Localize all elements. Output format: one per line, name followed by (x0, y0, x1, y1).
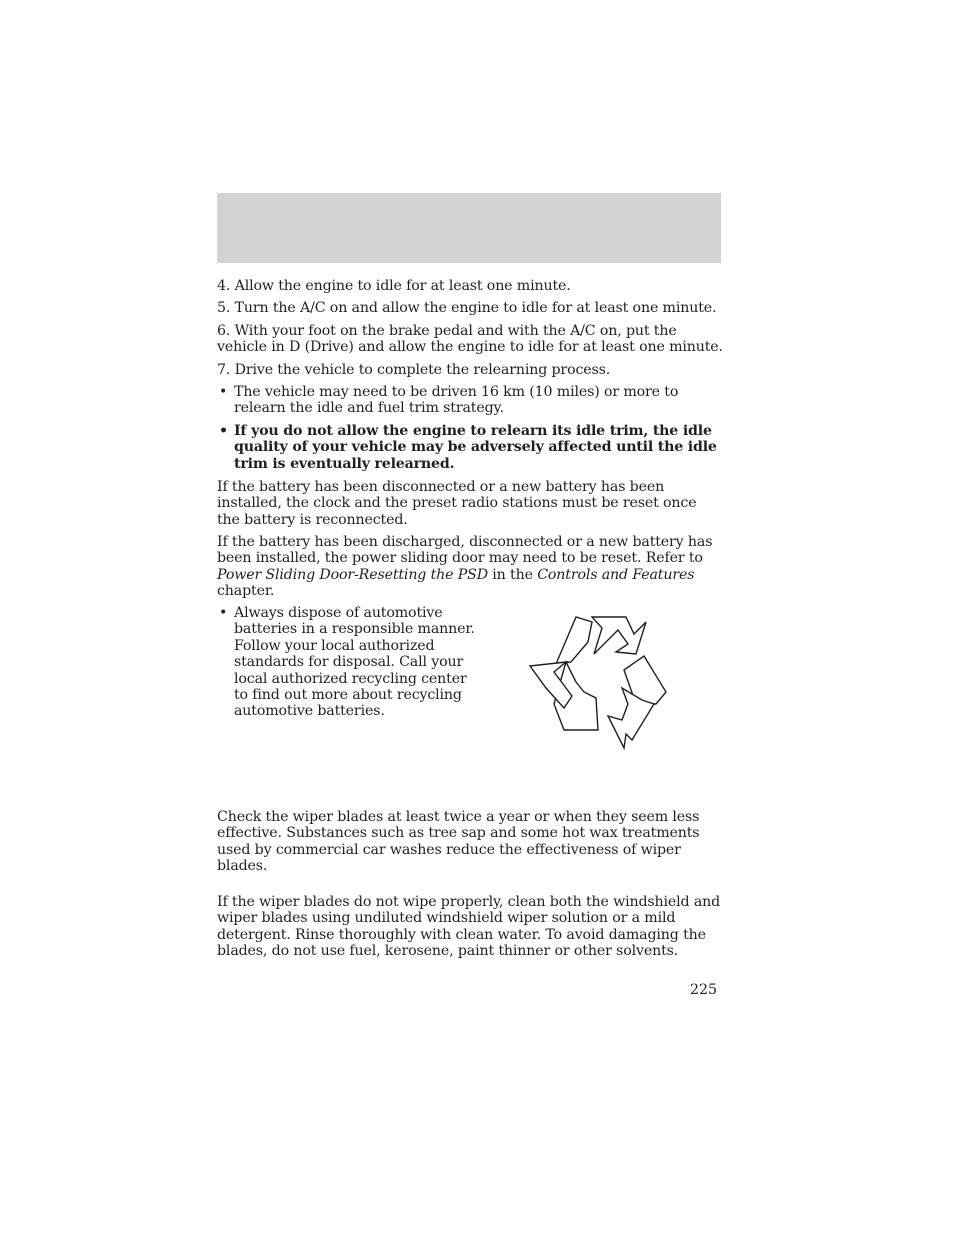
psd-text-mid: in the (487, 566, 538, 583)
bullet-mark: • (219, 384, 228, 400)
recycle-icon (526, 612, 668, 752)
battery-reset-paragraph: If the battery has been disconnected or a new battery has been installed, the clock and the preset radio stations must be reset once the battery is reconnected. (217, 479, 697, 528)
wiper-clean-paragraph: If the wiper blades do not wipe properly, clean both the windshield and wiper blades using undiluted windshield wiper solution or a mild detergent. Rinse thoroughly with clean water. To avoid damaging the blades, do not use fuel, kerosene, paint thinner or other solvents. (217, 894, 721, 960)
psd-text-start: If the battery has been discharged, disconnected or a new battery has been installed, the power sliding door may need to be reset. Refer to (217, 534, 713, 567)
psd-reference-link: Power Sliding Door-Resetting the PSD (217, 566, 488, 583)
bullet-text: If you do not allow the engine to relearn its idle trim, the idle quality of your vehicle may be adversely affected until the idle trim is eventually relearned. (234, 423, 717, 472)
psd-reset-paragraph (217, 534, 723, 600)
step-7: 7. Drive the vehicle to complete the relearning process. (217, 362, 611, 378)
step-5: 5. Turn the A/C on and allow the engine to idle for at least one minute. (217, 300, 717, 316)
page-number: 225 (690, 982, 718, 998)
recycle-arrow-top-block (556, 617, 592, 664)
wiper-check-paragraph: Check the wiper blades at least twice a year or when they seem less effective. Substances such as tree sap and some hot wax treatments used by commercial car washes reduce the effectiveness of wiper blades. (217, 809, 700, 875)
step-4: 4. Allow the engine to idle for at least one minute. (217, 278, 571, 294)
bullet-battery-disposal (217, 605, 477, 720)
step-6: 6. With your foot on the brake pedal and with the A/C on, put the vehicle in D (Drive) and allow the engine to idle for at least one minute. (217, 323, 723, 356)
psd-text-end: chapter. (217, 583, 275, 600)
bullet-idle-trim-warning (217, 423, 723, 472)
bullet-text: Always dispose of automotive batteries in a responsible manner. Follow your local authorized standards for disposal. Call your local authorized recycling center to find out more about recycling automotive batteries. (234, 605, 475, 720)
bullet-mark: • (219, 423, 228, 439)
chapter-reference-link: Controls and Features (537, 566, 695, 583)
bullet-drive-distance (217, 384, 723, 417)
bullet-mark: • (219, 605, 228, 621)
bullet-text: The vehicle may need to be driven 16 km (10 miles) or more to relearn the idle and fuel trim strategy. (234, 384, 679, 417)
section-header-band (217, 193, 721, 263)
